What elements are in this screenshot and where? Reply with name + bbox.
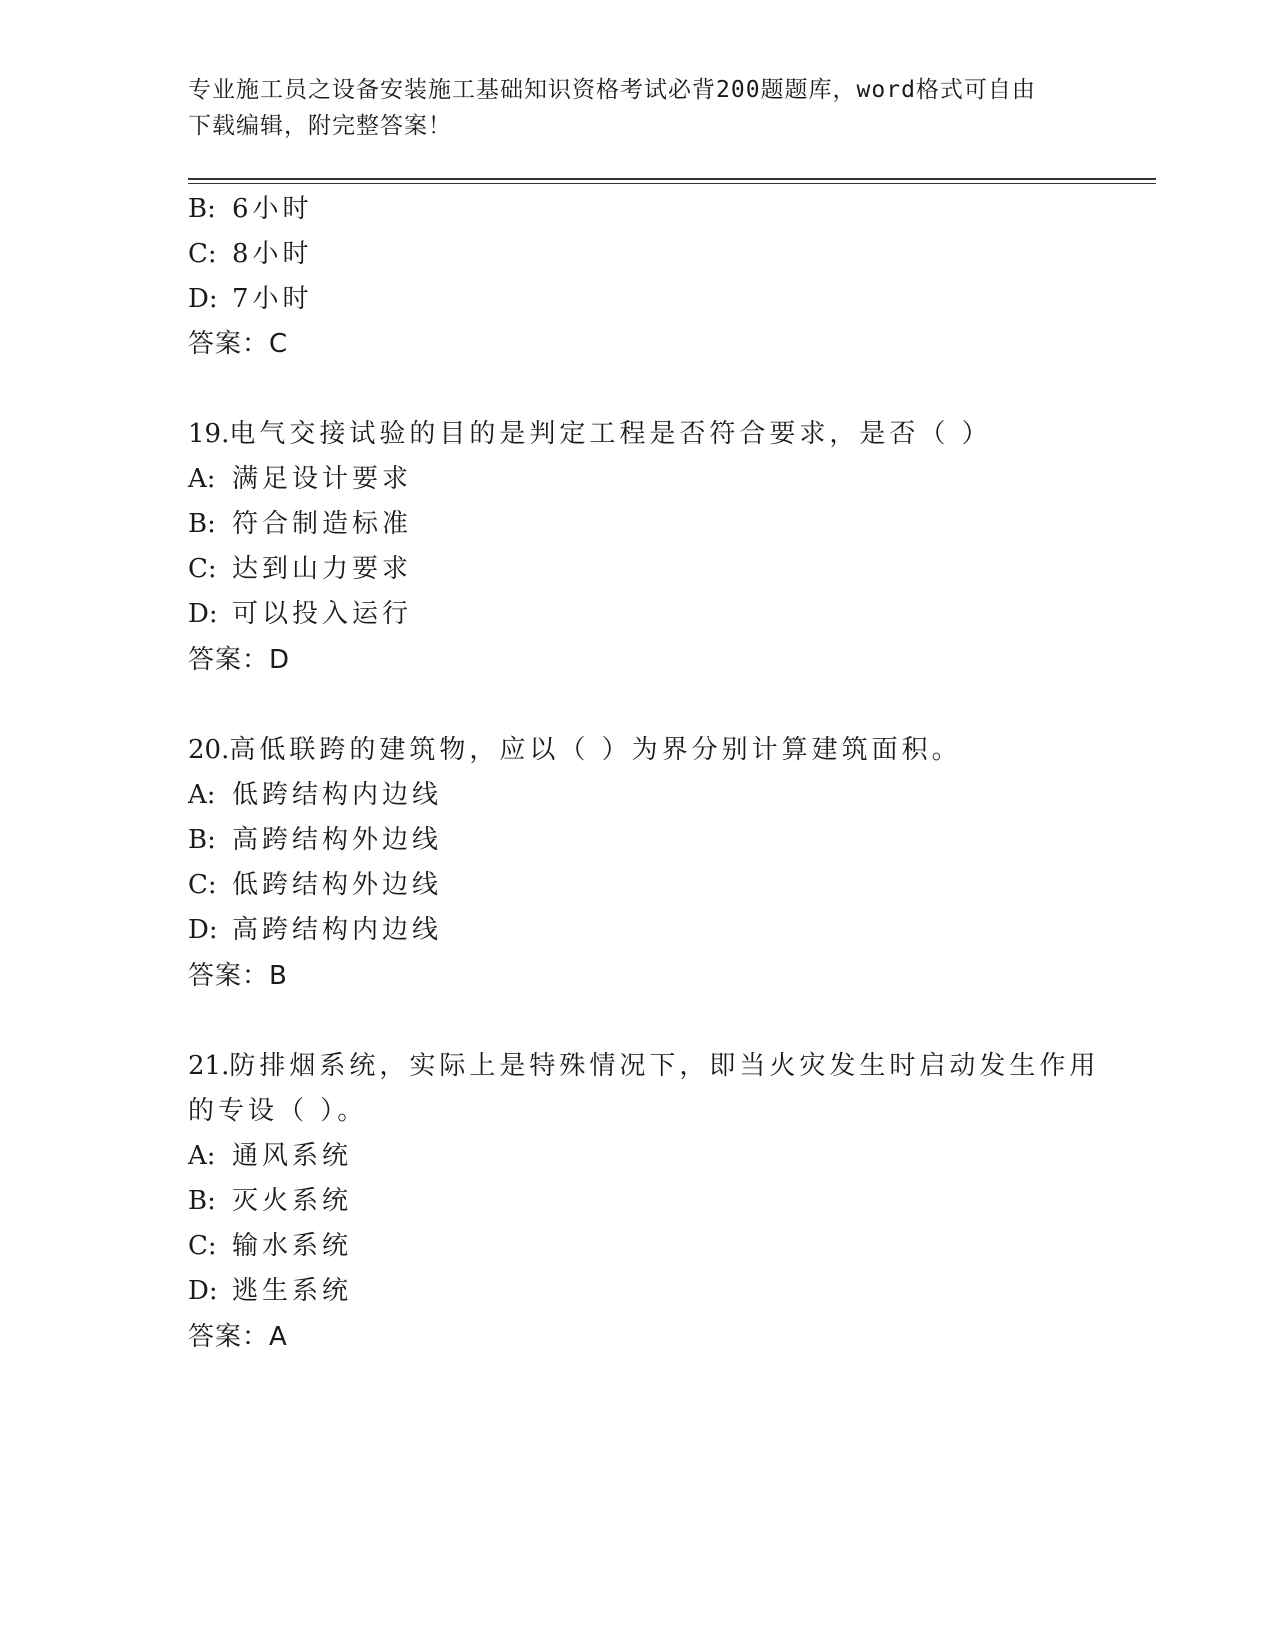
option-text: 低跨结构内边线 (232, 780, 443, 810)
option-letter: D: (188, 1276, 218, 1306)
q19-stem (188, 417, 992, 451)
q21-option-d (188, 1274, 352, 1308)
q21-option-b (188, 1184, 352, 1218)
option-letter: C: (188, 239, 217, 269)
option-letter: C: (188, 870, 217, 900)
option-text: 满足设计要求 (232, 464, 413, 494)
q21-stem-line-1 (188, 1049, 1099, 1083)
option-letter: D: (188, 599, 218, 629)
option-letter: B: (188, 194, 216, 224)
q18-option-b (188, 192, 313, 226)
q20-option-a (188, 778, 442, 812)
option-text: 达到山力要求 (232, 554, 413, 584)
q19-option-b (188, 507, 412, 541)
header-line-2: 下载编辑，附完整答案！ (188, 113, 452, 139)
option-text: 8小时 (232, 239, 313, 269)
option-text: 7小时 (232, 284, 313, 314)
q20-option-d (188, 913, 442, 947)
q20-answer: 答案：B (188, 961, 288, 991)
q20-option-b (188, 823, 442, 857)
option-text: 低跨结构外边线 (232, 870, 443, 900)
q19-option-d (188, 597, 412, 631)
q21-stem-line-2: 的专设（ ）。 (188, 1096, 368, 1126)
question-text: 防排烟系统，实际上是特殊情况下，即当火灾发生时启动发生作用 (229, 1051, 1100, 1081)
option-text: 通风系统 (232, 1141, 353, 1171)
question-text: 高低联跨的建筑物，应以（ ）为界分别计算建筑面积。 (229, 735, 962, 765)
q20-option-c (188, 868, 442, 902)
option-text: 灭火系统 (232, 1186, 353, 1216)
option-letter: C: (188, 1231, 217, 1261)
option-text: 输水系统 (232, 1231, 353, 1261)
option-letter: B: (188, 825, 216, 855)
header-rule-top (188, 178, 1156, 180)
q19-answer: 答案：D (188, 645, 291, 675)
q21-option-c (188, 1229, 352, 1263)
q19-option-c (188, 552, 412, 586)
option-text: 可以投入运行 (232, 599, 413, 629)
option-letter: A: (188, 464, 216, 494)
question-number: 20. (188, 735, 230, 765)
question-text: 电气交接试验的目的是判定工程是否符合要求，是否（ ） (229, 419, 992, 449)
question-number: 19. (188, 419, 230, 449)
option-text: 高跨结构外边线 (232, 825, 443, 855)
q21-answer: 答案：A (188, 1322, 288, 1352)
header-line-1: 专业施工员之设备安装施工基础知识资格考试必背200题题库，word格式可自由 (188, 77, 1036, 103)
header-rule-bottom (188, 183, 1156, 184)
q19-option-a (188, 462, 412, 496)
q21-option-a (188, 1139, 352, 1173)
option-text: 逃生系统 (232, 1276, 353, 1306)
option-letter: C: (188, 554, 217, 584)
option-letter: D: (188, 284, 218, 314)
option-text: 高跨结构内边线 (232, 915, 443, 945)
q18-answer: 答案：C (188, 329, 289, 359)
option-text: 6小时 (232, 194, 313, 224)
document-header (188, 72, 1068, 144)
q20-stem (188, 733, 962, 767)
option-letter: A: (188, 780, 216, 810)
option-letter: A: (188, 1141, 216, 1171)
option-letter: B: (188, 509, 216, 539)
q18-option-c (188, 237, 313, 271)
option-letter: D: (188, 915, 218, 945)
option-letter: B: (188, 1186, 216, 1216)
question-number: 21. (188, 1051, 230, 1081)
option-text: 符合制造标准 (232, 509, 413, 539)
q18-option-d (188, 282, 313, 316)
